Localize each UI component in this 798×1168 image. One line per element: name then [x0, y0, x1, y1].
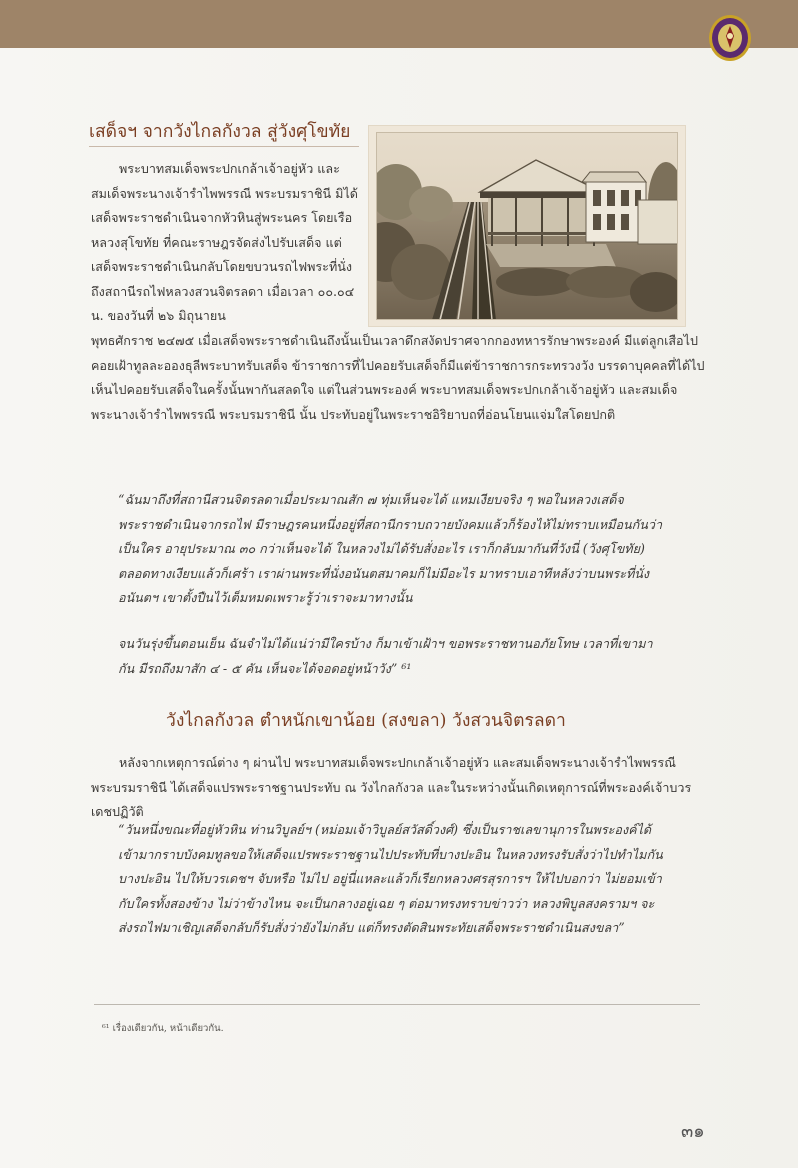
quote-3: “วันหนึ่งขณะที่อยู่หัวหิน ท่านวิบูลย์ฯ (หม่อมเจ้าวิบูลย์สวัสดิ์วงศ์) ซึ่งเป็นราชเลขานุการในพระองค์ได้เข้ามากราบบังคมทูลขอให้เสด็จแปรพระราชฐานไปประทับที่บางปะอิน ในหลวงทรงรับสั่งว่าไปทำไมกัน บางปะอิน ไปให้บวรเดชฯ จับหรือ ไม่ไป อยู่นี่แหละแล้วก็เรียกหลวงศรสุรการฯ ให้ไปบอกว่า ไม่ยอมเข้ากับใครทั้งสองข้าง ไม่ว่าข้างไหน จะเป็นกลางอยู่เฉย ๆ ต่อมาทรงทราบข่าวว่า หลวงพิบูลสงครามฯ จะส่งรถไฟมาเชิญเสด็จกลับก็รับสั่งว่ายังไม่กลับ แต่ก็ทรงตัดสินพระทัยเสด็จพระราชดำเนินสงขลา” — [118, 822, 663, 935]
university-seal-icon — [708, 14, 752, 62]
footnote-divider — [94, 1004, 700, 1005]
paragraph-2: หลังจากเหตุการณ์ต่าง ๆ ผ่านไป พระบาทสมเด็จพระปกเกล้าเจ้าอยู่หัว และสมเด็จพระนางเจ้ารำไพพรรณี พระบรมราชินี ได้เสด็จแปรพระราชฐานประทับ ณ วังไกลกังวล และในระหว่างนั้นเกิดเหตุการณ์ที่พระองค์เจ้าบวรเดชปฏิวัติ — [91, 755, 692, 819]
section-title-2: วังไกลกังวล ตำหนักเขาน้อย (สงขลา) วังสวนจิตรลดา — [166, 711, 566, 731]
paragraph-1-full: พุทธศักราช ๒๔๗๕ เมื่อเสด็จพระราชดำเนินถึงนั้นเป็นเวลาดึกสงัดปราศจากกองทหารรักษาพระองค์ มีแต่ลูกเสือไปคอยเฝ้าทูลละอองธุลีพระบาทรับเสด็จ ข้าราชการที่ไปคอยรับเสด็จก็มีแต่ข้าราชการกระทรวงวัง บรรดาบุคคลที่ได้ไปเห็นไปคอยรับเสด็จในครั้งนั้นพากันสลดใจ แต่ในส่วนพระองค์ พระบาทสมเด็จพระปกเกล้าเจ้าอยู่หัว และสมเด็จพระนางเจ้ารำไพพรรณี พระบรมราชินี นั้น ประทับอยู่ในพระราชอิริยาบถที่อ่อนโยนแจ่มใสโดยปกติ — [91, 333, 705, 422]
section-title-1: เสด็จฯ จากวังไกลกังวล สู่วังศุโขทัย — [89, 122, 351, 142]
railway-station-photo — [369, 126, 685, 326]
quote-1: “ฉันมาถึงที่สถานีสวนจิตรลดาเมื่อประมาณสัก ๗ ทุ่มเห็นจะได้ แหมเงียบจริง ๆ พอในหลวงเสด็จพระราชดำเนินจากรถไฟ มีราษฎรคนหนึ่งอยู่ที่สถานีกราบถวายบังคมแล้วก็ร้องไห้ไม่ทราบเหมือนกันว่าเป็นใคร อายุประมาณ ๓๐ กว่าเห็นจะได้ ในหลวงไม่ได้รับสั่งอะไร เราก็กลับมากันที่วังนี่ (วังศุโขทัย) ตลอดทางเงียบแล้วก็เศร้า เราผ่านพระที่นั่งอนันตสมาคมก็ไม่มีอะไร มาทราบเอาทีหลังว่าบนพระที่นั่งอนันตฯ เขาตั้งปืนไว้เต็มหมดเพราะรู้ว่าเราจะมาทางนั้น — [118, 492, 663, 605]
station-photo-illustration — [376, 132, 678, 320]
footnote: ⁶¹ เรื่องเดียวกัน, หน้าเดียวกัน. — [102, 1023, 224, 1034]
header-band — [0, 0, 798, 48]
page-number: ๓๑ — [681, 1121, 705, 1142]
title-underline — [89, 146, 359, 147]
quote-2: จนวันรุ่งขึ้นตอนเย็น ฉันจำไม่ได้แน่ว่ามีใครบ้าง ก็มาเข้าเฝ้าฯ ขอพระราชทานอภัยโทษ เวลาที่เขามากัน มีรถถึงมาสัก ๔ - ๕ คัน เห็นจะได้จอดอยู่หน้าวัง” ⁶¹ — [118, 636, 653, 676]
paragraph-1-wrap: พระบาทสมเด็จพระปกเกล้าเจ้าอยู่หัว และสมเด็จพระนางเจ้ารำไพพรรณี พระบรมราชินี มิได้เสด็จพระราชดำเนินจากหัวหินสู่พระนคร โดยเรือหลวงสุโขทัย ที่คณะราษฎรจัดส่งไปรับเสด็จ แต่เสด็จพระราชดำเนินกลับโดยขบวนรถไฟพระที่นั่งถึงสถานีรถไฟหลวงสวนจิตรลดา เมื่อเวลา ๐๐.๐๔ น. ของวันที่ ๒๖ มิถุนายน — [91, 161, 358, 323]
